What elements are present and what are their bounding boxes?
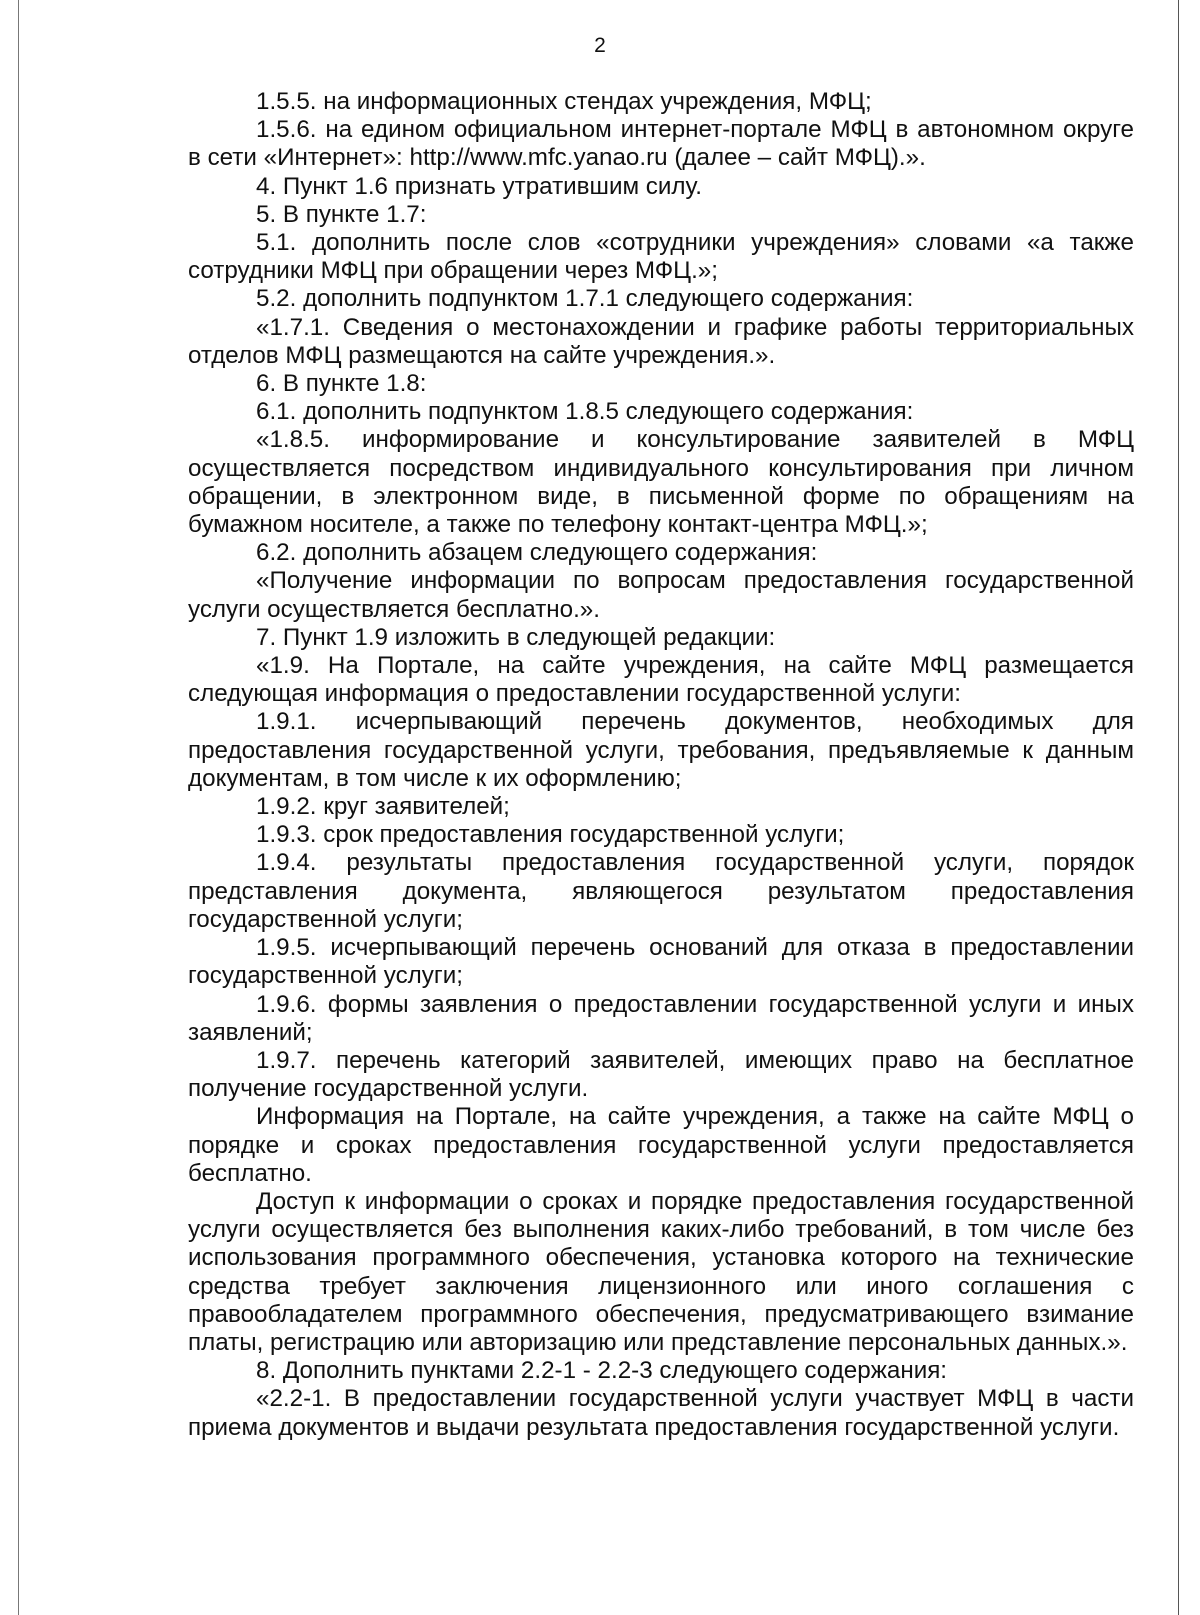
paragraph: 1.9.7. перечень категорий заявителей, имеющих право на бесплатное получение государственной услуги. (188, 1046, 1134, 1103)
paragraph: 1.9.6. формы заявления о предоставлении государственной услуги и иных заявлений; (188, 990, 1134, 1046)
paragraph: 1.9.3. срок предоставления государственной услуги; (256, 821, 845, 849)
scan-right-edge (1178, 0, 1179, 1615)
scan-left-edge (18, 0, 19, 1615)
paragraph: 6.2. дополнить абзацем следующего содержания: (256, 539, 818, 567)
paragraph: «1.8.5. информирование и консультирование заявителей в МФЦ осуществляется посредством индивидуального консультирования при личном обращении, в электронном виде, в письменной форме по обращениям на бумажном носителе, а также по телефону контакт-центра МФЦ.»; (188, 426, 1134, 539)
page-number: 2 (594, 34, 606, 57)
paragraph: 1.9.1. исчерпывающий перечень документов, необходимых для предоставления государственной услуги, требования, предъявляемые к данным документам, в том числе к их оформлению; (188, 708, 1134, 792)
paragraph: Информация на Портале, на сайте учреждения, а также на сайте МФЦ о порядке и сроках предоставления государственной услуги предоставляется бесплатно. (188, 1103, 1134, 1187)
paragraph: Доступ к информации о сроках и порядке предоставления государственной услуги осуществляется без выполнения каких-либо требований, в том числе без использования программного обеспечения, установка которого на технические средства требует заключения лицензионного или иного соглашения с правообладателем программного обеспечения, предусматривающего взимание платы, регистрацию или авторизацию или представление персональных данных.». (188, 1187, 1134, 1356)
document-body (188, 88, 1134, 1442)
paragraph: 5.2. дополнить подпунктом 1.7.1 следующего содержания: (256, 285, 914, 313)
paragraph: 5.1. дополнить после слов «сотрудники учреждения» словами «а также сотрудники МФЦ при обращении через МФЦ.»; (188, 229, 1134, 285)
paragraph: 4. Пункт 1.6 признать утратившим силу. (256, 172, 702, 200)
paragraph: 5. В пункте 1.7: (256, 200, 427, 228)
paragraph: 1.9.5. исчерпывающий перечень оснований для отказа в предоставлении государственной услуги; (188, 934, 1134, 990)
paragraph: 1.5.5. на информационных стендах учреждения, МФЦ; (256, 88, 872, 115)
paragraph: 8. Дополнить пунктами 2.2-1 - 2.2-3 следующего содержания: (256, 1357, 948, 1385)
paragraph: «1.7.1. Сведения о местонахождении и графике работы территориальных отделов МФЦ размещаются на сайте учреждения.». (188, 313, 1134, 369)
paragraph: «Получение информации по вопросам предоставления государственной услуги осуществляется бесплатно.». (188, 567, 1134, 623)
paragraph: 6. В пункте 1.8: (256, 370, 427, 398)
paragraph: «1.9. На Портале, на сайте учреждения, на сайте МФЦ размещается следующая информация о предоставлении государственной услуги: (188, 652, 1134, 708)
paragraph: 1.9.4. результаты предоставления государственной услуги, порядок представления документа, являющегося результатом предоставления государственной услуги; (188, 849, 1134, 933)
paragraph: 1.5.6. на едином официальном интернет-портале МФЦ в автономном округе в сети «Интернет»: http://www.mfc.yanao.ru (далее – сайт МФЦ).». (188, 116, 1134, 172)
paragraph: 6.1. дополнить подпунктом 1.8.5 следующего содержания: (256, 398, 914, 426)
paragraph: 7. Пункт 1.9 изложить в следующей редакции: (256, 623, 776, 651)
paragraph: «2.2-1. В предоставлении государственной услуги участвует МФЦ в части приема документов и выдачи результата предоставления государственной услуги. (188, 1385, 1134, 1441)
paragraph: 1.9.2. круг заявителей; (256, 793, 510, 821)
